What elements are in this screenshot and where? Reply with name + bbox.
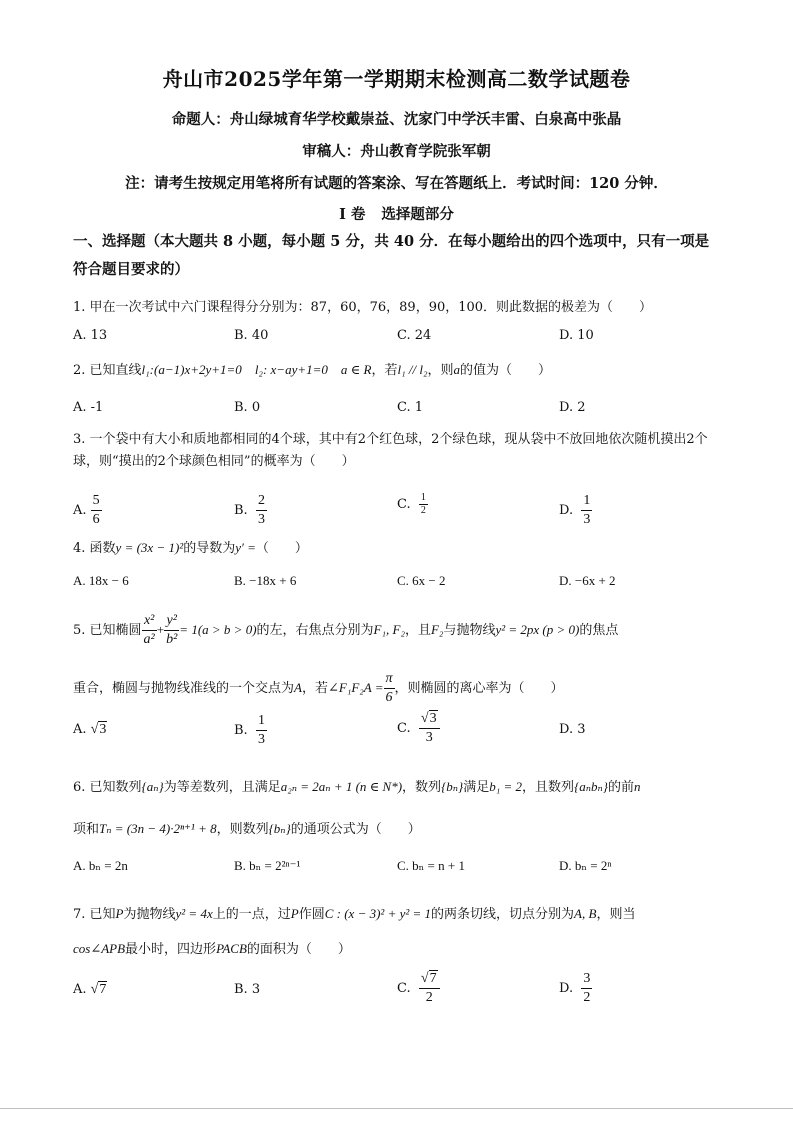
function-expression: y = (3x − 1)² xyxy=(115,540,184,555)
q4-option-a: A. 18x − 6 xyxy=(73,573,129,588)
q1-option-c: C. 24 xyxy=(397,328,432,343)
q7-option-a: A. √7 xyxy=(73,982,107,997)
q4-option-b: B. −18x + 6 xyxy=(234,573,297,588)
ellipse-condition: = 1(a > b > 0) xyxy=(179,622,257,637)
q3-option-b: B. $\frac{2}{3}$ xyxy=(234,493,265,527)
question-1-stem: 1. 甲在一次考试中六门课程得分分别为：87，60，76，89，90，100．则此数据的极差为（ ） xyxy=(73,300,653,315)
q5-option-c: C. $\frac{√3}{3}$ xyxy=(397,710,440,747)
q3-option-c: C. $\frac{1}{2}$ xyxy=(397,492,426,516)
q1-option-d: D. 10 xyxy=(559,328,594,343)
q2-option-d: D. 2 xyxy=(559,400,586,415)
question-5-stem: 5. 已知椭圆 $\frac{\text{x²}}{\text{a²}}$ + $\frac{\text{y²}}{\text{b²}}$ = 1(a > b > 0)的左，右焦点分别为F₁, F₂，且F₂与抛物线y² = 2px (p > 0)的焦点 xyxy=(73,613,619,647)
authors-line: 命题人：舟山绿城育华学校戴崇益、沈家门中学沃丰雷、白泉高中张晶 xyxy=(171,111,622,128)
q4-option-c: C. 6x − 2 xyxy=(397,573,446,588)
a-in-R: a ∈ R xyxy=(340,362,372,377)
page-bottom-divider xyxy=(0,1108,793,1109)
circle-equation: C : (x − 3)² + y² = 1 xyxy=(324,906,432,921)
q7-option-d: D. $\frac{3}{2}$ xyxy=(559,971,591,1005)
line-l2-equation: l₂: x−ay+1=0 xyxy=(254,362,328,377)
exam-notice: 注：请考生按规定用笔将所有试题的答案涂、写在答题纸上．考试时间：120 分钟． xyxy=(125,175,668,192)
q3-option-a: A. $\frac{5}{6}$ xyxy=(73,493,100,527)
question-6-stem-line2: 项和Tₙ = (3n − 4)·2ⁿ⁺¹ + 8，则数列{bₙ}的通项公式为（ ） xyxy=(73,821,421,837)
q5-option-d: D. 3 xyxy=(559,722,586,737)
q1-option-a: A. 13 xyxy=(73,328,108,343)
q5-option-a: A. √3 xyxy=(73,722,107,737)
section-name: 选择题部分 xyxy=(381,206,454,223)
sum-formula: Tₙ = (3n − 4)·2ⁿ⁺¹ + 8 xyxy=(99,821,217,836)
parabola-equation: y² = 2px (p > 0) xyxy=(495,622,580,637)
question-7-stem: 7. 已知P为抛物线y² = 4x上的一点，过P作圆C : (x − 3)² + y² = 1的两条切线，切点分别为A, B，则当 xyxy=(73,906,636,922)
q2-option-b: B. 0 xyxy=(234,400,261,415)
question-6-stem: 6. 已知数列{aₙ}为等差数列，且满足a₂ₙ = 2aₙ + 1 (n ∈ N*)，数列{bₙ}满足b₁ = 2，且数列{aₙbₙ}的前n xyxy=(73,779,641,795)
question-4-stem: 4. 函数y = (3x − 1)²的导数为y′ =（ ） xyxy=(73,540,308,556)
question-7-stem-line2: cos∠APB最小时，四边形PACB的面积为（ ） xyxy=(73,941,351,957)
q6-option-a: A. bₙ = 2n xyxy=(73,858,128,873)
q5-option-b: B. $\frac{1}{3}$ xyxy=(234,713,265,747)
recurrence-relation: a₂ₙ = 2aₙ + 1 (n ∈ N*) xyxy=(280,779,403,794)
section-heading xyxy=(0,203,793,224)
parallel-condition: l₁ // l₂ xyxy=(397,362,428,377)
parabola-equation: y² = 4x xyxy=(175,906,213,921)
q6-option-c: C. bₙ = n + 1 xyxy=(397,858,465,873)
reviewer-line: 审稿人：舟山教育学院张军朝 xyxy=(302,143,491,160)
question-3-stem: 3. 一个袋中有大小和质地都相同的4个球，其中有2个红色球，2个绿色球，现从袋中不放回地依次随机摸出2个球，则“摸出的2个球颜色相同”的概率为（ ） xyxy=(73,432,708,469)
page-title: 舟山市2025学年第一学期期末检测高二数学试题卷 xyxy=(162,67,631,91)
line-l1-equation: l₁:(a−1)x+2y+1=0 xyxy=(141,362,242,377)
q6-option-d: D. bₙ = 2ⁿ xyxy=(559,858,612,873)
section-part: I 卷 xyxy=(339,206,366,223)
q3-option-d: D. $\frac{1}{3}$ xyxy=(559,493,591,527)
q6-option-b: B. bₙ = 2²ⁿ⁻¹ xyxy=(234,858,301,873)
q7-option-b: B. 3 xyxy=(234,982,261,997)
q2-option-a: A. -1 xyxy=(73,400,104,415)
q4-option-d: D. −6x + 2 xyxy=(559,573,616,588)
question-5-stem-line2: 重合，椭圆与抛物线准线的一个交点为A，若∠F₁F₂A = $\frac{\pi}{6}$ ，则椭圆的离心率为（ ） xyxy=(73,671,564,705)
question-2-stem: 2. 已知直线l₁:(a−1)x+2y+1=0 l₂: x−ay+1=0 a ∈ R，若l₁ // l₂，则a的值为（ ） xyxy=(73,362,552,378)
q2-option-c: C. 1 xyxy=(397,400,424,415)
q1-option-b: B. 40 xyxy=(234,328,269,343)
q7-option-c: C. $\frac{√7}{2}$ xyxy=(397,970,440,1007)
section-instructions: 一、选择题（本大题共 8 小题，每小题 5 分，共 40 分．在每小题给出的四个选项中，只有一项是符合题目要求的） xyxy=(73,233,710,278)
